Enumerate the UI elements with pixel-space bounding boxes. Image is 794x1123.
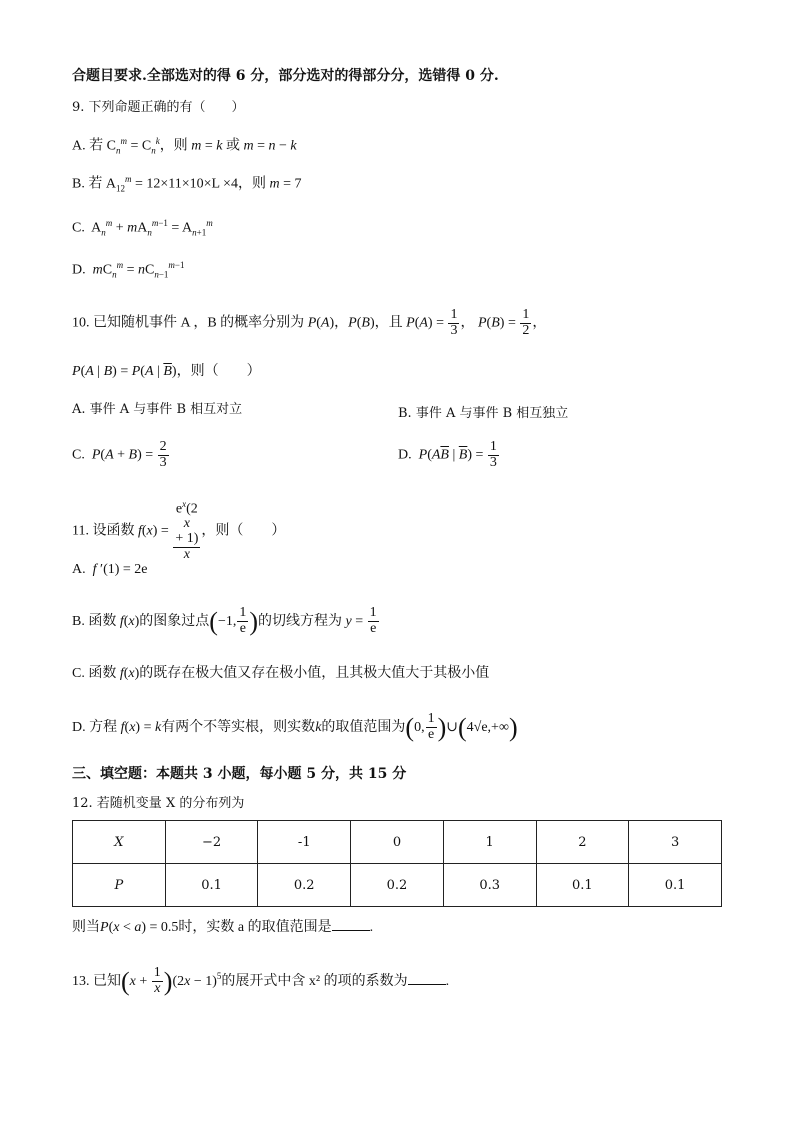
question-10-stem: 10. 已知随机事件 A ，B 的概率分别为 P(A)，P(B)，且 P(A) = $\frac{1}{3}$ ， P(B) = $\frac{1}{2}$ ， xyxy=(72,307,547,338)
table-cell: 0.1 xyxy=(536,864,629,907)
q12-tail-post: 时，实数 a 的取值范围是 xyxy=(178,920,332,935)
q11-b-text-pre: B. 函数 xyxy=(72,613,117,629)
question-10-condition: P(A | B) = P(A | $\overline{B}$)，则（ ） xyxy=(72,364,261,379)
question-11-option-a: A. f ′(1) = 2e xyxy=(72,562,148,577)
fraction-one-over-x: $\frac{1}{x}$ xyxy=(153,965,161,997)
table-cell: 2 xyxy=(536,821,629,864)
option-d-label: D. xyxy=(72,262,86,278)
function-fraction: $e^x(2$ x + 1) x xyxy=(175,499,199,562)
table-cell: -1 xyxy=(258,821,351,864)
question-9-option-b: B. 若 $A_{12}^m = 12\times 11\times 10\times L \times 4$，则 m = 7 xyxy=(72,174,302,194)
question-13-stem: 13. 已知(x + $\frac{1}{x}$ )$(2x - 1)^5$的展开式中含 x² 的项的系数为 . xyxy=(72,965,450,997)
question-11-option-d: D. 方程 f(x) = k有两个不等实根，则实数k的取值范围为(0, $\frac{1}{e}$ )∪(4√e,+∞) xyxy=(72,711,518,743)
q11-b-text-mid: 的图象过点 xyxy=(139,613,210,629)
q11-a-label: A. xyxy=(72,562,86,577)
q13-end: . xyxy=(445,973,450,989)
fraction-two-thirds: $\frac{2}{3}$ xyxy=(159,439,167,470)
q12-tail-pre: 则当 xyxy=(72,920,100,935)
answer-blank[interactable] xyxy=(408,972,446,985)
question-11-option-b: B. 函数 f(x)的图象过点(−1, $\frac{1}{e}$ )的切线方程为 y = $\frac{1}{e}$ xyxy=(72,605,377,637)
question-9-option-d: D. $mC_n^m = nC_{n-1}^{m-1}$ xyxy=(72,260,185,280)
question-11-stem: 11. 设函数 f(x) = $e^x(2$ x + 1) x ，则（ ） xyxy=(72,499,286,562)
q11-c-text: 的既存在极大值又存在极小值，且其极大值大于其极小值 xyxy=(139,666,490,681)
q12-tail-end: . xyxy=(369,920,374,935)
table-cell: 0.2 xyxy=(351,864,444,907)
table-cell: −2 xyxy=(165,821,258,864)
question-9-stem: 9. 下列命题正确的有（ ） xyxy=(72,100,245,115)
table-row-p xyxy=(73,864,722,907)
option-c-label: C. xyxy=(72,220,85,236)
fraction-one-third: $\frac{1}{3}$ xyxy=(450,307,458,338)
fraction-one-over-e-d: $\frac{1}{e}$ xyxy=(427,711,435,743)
table-row-x xyxy=(73,821,722,864)
q10-d-label: D. xyxy=(398,447,412,463)
question-11-option-c: C. 函数 f(x)的既存在极大值又存在极小值，且其极大值大于其极小值 xyxy=(72,666,490,681)
table-cell: 0.1 xyxy=(165,864,258,907)
option-a-label: A. 若 C xyxy=(72,138,116,154)
q11-stem-text: 11. 设函数 xyxy=(72,523,135,539)
q10-stem-text: 10. 已知随机事件 A ，B 的概率分别为 xyxy=(72,315,305,331)
question-12-stem: 12. 若随机变量 X 的分布列为 xyxy=(72,796,245,811)
q10-c-label: C. xyxy=(72,447,85,463)
table-cell: P xyxy=(73,864,166,907)
fraction-one-over-e-b: $\frac{1}{e}$ xyxy=(369,605,377,637)
scoring-note: 合题目要求.全部选对的得 6 分，部分选对的得部分分，选错得 0 分. xyxy=(72,68,499,84)
q11-stem-tail: ，则（ ） xyxy=(201,523,286,539)
answer-blank[interactable] xyxy=(332,918,370,931)
table-cell: 0.3 xyxy=(443,864,536,907)
table-cell: 0.1 xyxy=(629,864,722,907)
q11-d-text-mid: 有两个不等实根，则实数 xyxy=(161,719,316,735)
table-cell: 3 xyxy=(629,821,722,864)
fraction-one-half: $\frac{1}{2}$ xyxy=(522,307,530,338)
table-cell: 1 xyxy=(443,821,536,864)
question-9-option-a: A. 若 $C_n^m = C_n^k$，则 m = k 或 m = n − k xyxy=(72,136,297,156)
question-9-option-c: C. $A_n^m + mA_n^{m-1} = A_{n+1}^m$ xyxy=(72,218,213,238)
option-b-label: B. 若 A xyxy=(72,176,116,192)
distribution-table xyxy=(72,820,722,907)
q13-stem-post: 的展开式中含 x² 的项的系数为 xyxy=(221,973,408,989)
question-12-tail: 则当P(x < a) = 0.5时，实数 a 的取值范围是 . xyxy=(72,920,374,935)
question-10-option-b: B. 事件 A 与事件 B 相互独立 xyxy=(398,406,569,421)
q11-b-text-post: 的切线方程为 xyxy=(258,613,343,629)
q11-d-text-pre: D. 方程 xyxy=(72,719,118,735)
question-10-option-d: D. $P(A\overline{B}$ | $\overline{B}$) = $\frac{1}{3}$ xyxy=(398,439,497,470)
table-cell: X xyxy=(73,821,166,864)
table-cell: 0.2 xyxy=(258,864,351,907)
section-3-heading: 三、填空题：本题共 3 小题，每小题 5 分，共 15 分 xyxy=(72,766,407,782)
fraction-one-third-d: $\frac{1}{3}$ xyxy=(489,439,497,470)
table-cell: 0 xyxy=(351,821,444,864)
q10-condition-tail: ，则（ ） xyxy=(176,364,261,379)
q13-stem-pre: 13. 已知 xyxy=(72,973,121,989)
question-10-option-c: C. P(A + B) = $\frac{2}{3}$ xyxy=(72,439,167,470)
question-10-option-a: A. 事件 A 与事件 B 相互对立 xyxy=(72,402,243,417)
fraction-one-over-e: $\frac{1}{e}$ xyxy=(239,605,247,637)
q11-d-text-post: 的取值范围为 xyxy=(321,719,406,735)
